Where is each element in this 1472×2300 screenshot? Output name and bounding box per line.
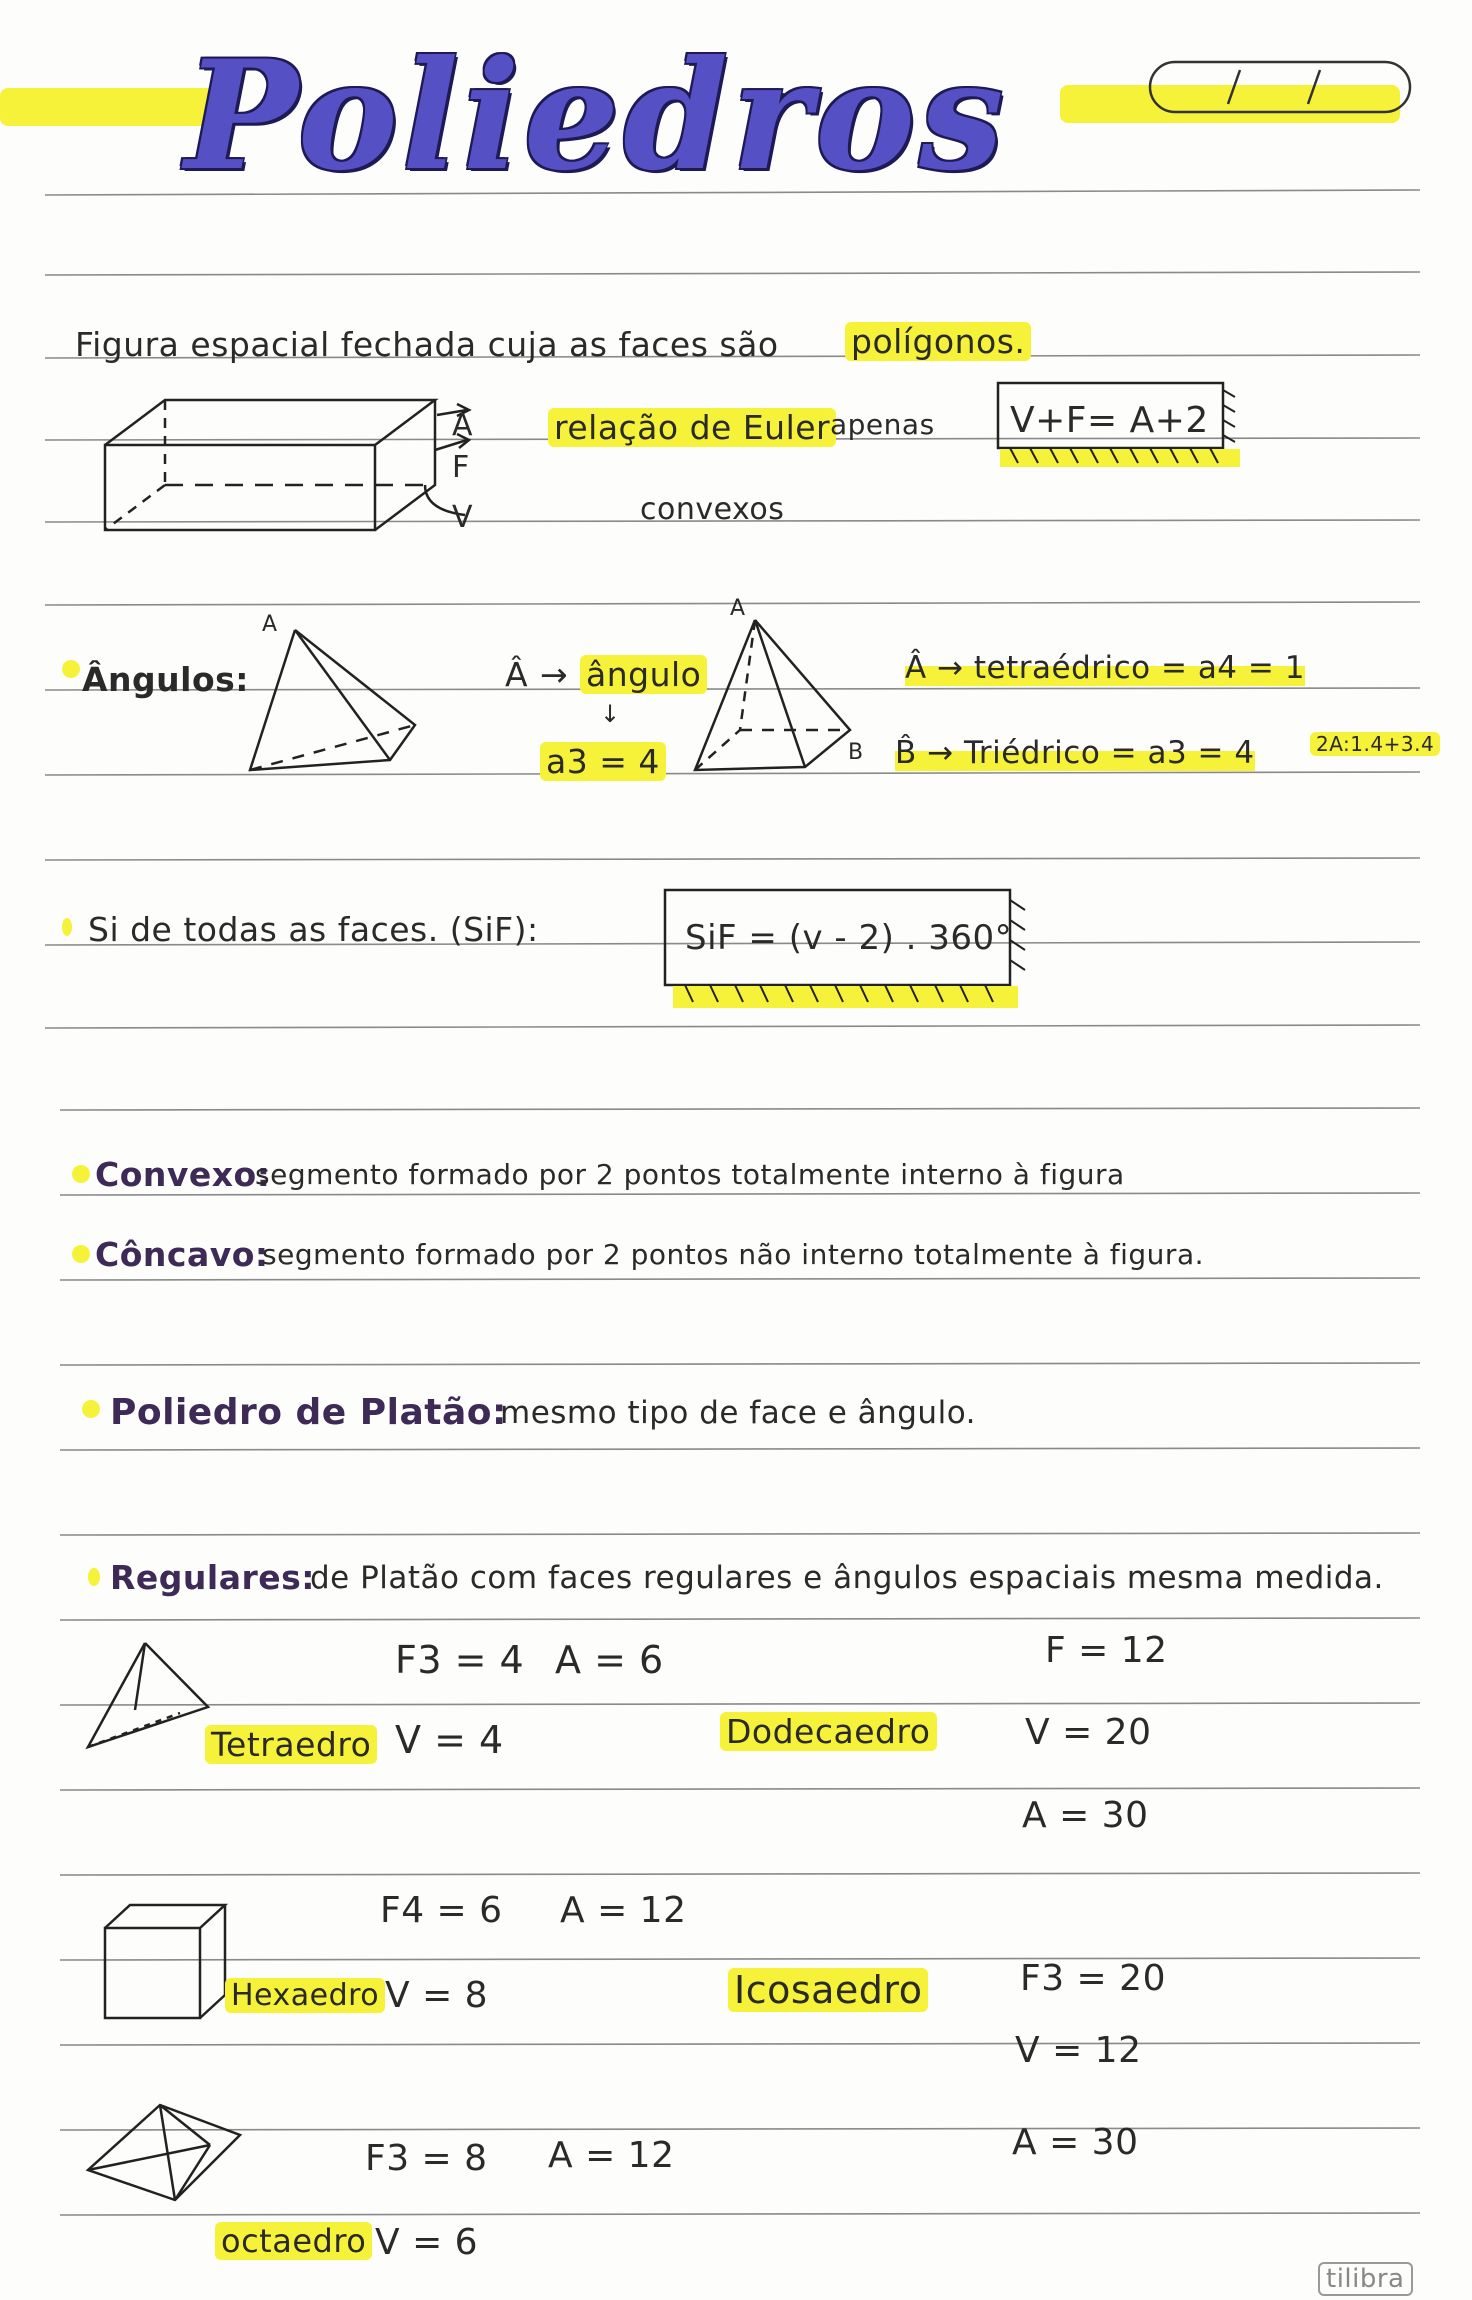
angulos-heading: Ângulos: xyxy=(82,660,249,699)
euler-label: relação de Euler xyxy=(548,408,836,447)
soma-formula: SiF = (v - 2) . 360° xyxy=(685,918,1013,958)
bullet-dot xyxy=(62,660,80,678)
octaedro-name: octaedro xyxy=(215,2222,372,2260)
tetraedro-v: V = 4 xyxy=(395,1718,504,1762)
definition-text: Figura espacial fechada cuja as faces são xyxy=(75,325,779,364)
bullet-dot xyxy=(62,918,72,936)
tetraedro-f: F3 = 4 xyxy=(395,1638,525,1682)
pyramid-2-drawing xyxy=(680,605,860,780)
hexaedro-v: V = 8 xyxy=(385,1975,489,2016)
pyramid-1-drawing xyxy=(240,615,430,780)
icosaedro-f: F3 = 20 xyxy=(1020,1958,1166,1999)
octaedro-v: V = 6 xyxy=(375,2222,479,2263)
prism-label-f: F xyxy=(452,450,470,485)
hexaedro-name: Hexaedro xyxy=(225,1978,385,2013)
concavo-text: segmento formado por 2 pontos não interno totalmente à figura. xyxy=(262,1238,1204,1271)
platao-label: Poliedro de Platão: xyxy=(110,1392,507,1433)
pyramid-2-apex: A xyxy=(730,596,746,621)
hexaedro-a: A = 12 xyxy=(560,1890,687,1931)
octaedro-drawing xyxy=(80,2100,250,2210)
concavo-label: Côncavo: xyxy=(95,1235,269,1274)
page-title: Poliedros xyxy=(185,28,1008,204)
tetraedrico-line: Â → tetraédrico = a4 = 1 xyxy=(905,650,1305,686)
bullet-dot xyxy=(88,1568,100,1586)
prism-label-a: A xyxy=(452,408,474,443)
dodecaedro-a: A = 30 xyxy=(1022,1795,1149,1836)
bullet-dot xyxy=(72,1245,90,1263)
regulares-label: Regulares: xyxy=(110,1558,315,1597)
a-hat-symbol: Â xyxy=(505,655,529,694)
euler-formula: V+F= A+2 xyxy=(1010,400,1209,441)
dodecaedro-f: F = 12 xyxy=(1045,1630,1168,1671)
triedrico-line: B̂ → Triédrico = a3 = 4 xyxy=(895,735,1255,771)
dodecaedro-v: V = 20 xyxy=(1025,1712,1152,1753)
angulos-note: 2A:1.4+3.4 xyxy=(1310,732,1440,756)
angulo-word: ângulo xyxy=(580,655,707,694)
octaedro-f: F3 = 8 xyxy=(365,2138,488,2179)
regulares-text: de Platão com faces regulares e ângulos espaciais mesma medida. xyxy=(310,1560,1384,1596)
octaedro-a: A = 12 xyxy=(548,2135,675,2176)
pyramid-2-b: B xyxy=(848,740,864,765)
hexaedro-f: F4 = 6 xyxy=(380,1890,503,1931)
notebook-logo: tilibra xyxy=(1318,2262,1413,2296)
convexo-text: segmento formado por 2 pontos totalmente interno à figura xyxy=(255,1158,1125,1191)
tetraedro-drawing xyxy=(80,1635,220,1755)
soma-label: Si de todas as faces. (SiF): xyxy=(88,910,539,949)
dodecaedro-name: Dodecaedro xyxy=(720,1712,937,1751)
tetraedro-name: Tetraedro xyxy=(205,1725,377,1764)
euler-tail: apenas xyxy=(830,408,935,441)
definition-highlight: polígonos. xyxy=(845,322,1031,361)
icosaedro-name: Icosaedro xyxy=(728,1968,928,2012)
pyramid-1-apex: A xyxy=(262,612,278,637)
convexo-label: Convexo: xyxy=(95,1155,271,1194)
prism-label-v: V xyxy=(452,500,474,535)
tetraedro-a: A = 6 xyxy=(555,1638,664,1682)
down-arrow-icon: ↓ xyxy=(600,700,621,728)
hexaedro-drawing xyxy=(95,1900,235,2025)
platao-text: mesmo tipo de face e ângulo. xyxy=(500,1395,976,1431)
a3-value: a3 = 4 xyxy=(540,742,666,781)
convexos-note: convexos xyxy=(640,492,785,527)
prism-drawing xyxy=(95,390,495,540)
bullet-dot xyxy=(72,1165,90,1183)
icosaedro-a: A = 30 xyxy=(1012,2122,1139,2163)
bullet-dot xyxy=(82,1400,100,1418)
icosaedro-v: V = 12 xyxy=(1015,2030,1142,2071)
arrow-icon: → xyxy=(540,655,569,694)
